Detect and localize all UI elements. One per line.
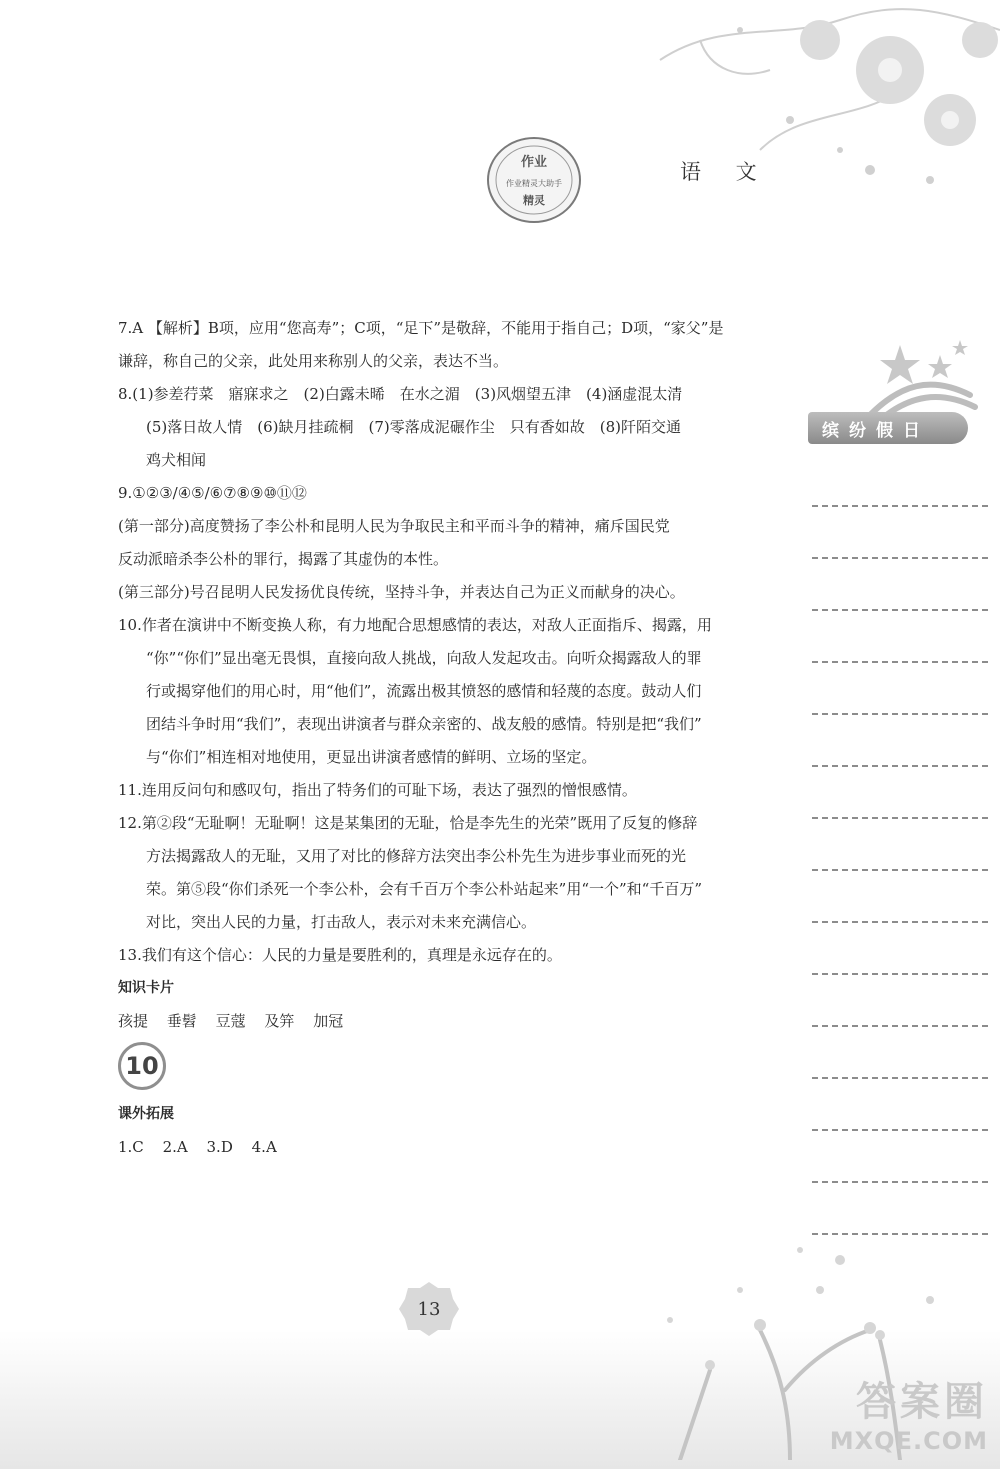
answer-12-line-2: 方法揭露敌人的无耻，又用了对比的修辞方法突出李公朴先生为进步事业而死的光	[146, 847, 687, 865]
note-line	[812, 1027, 988, 1079]
note-line	[812, 507, 988, 559]
answer-7-line-2: 谦辞，称自己的父亲，此处用来称别人的父亲，表达不当。	[118, 352, 509, 370]
answer-12-line-4: 对比，突出人民的力量，打击敌人，表示对未来充满信心。	[146, 913, 537, 931]
stamp-text-top: 作业	[520, 155, 548, 170]
homework-stamp	[482, 128, 586, 232]
extension-answer: 1.C	[118, 1138, 144, 1156]
knowledge-card-words	[118, 1005, 754, 1038]
page-number: 13	[417, 1298, 441, 1320]
subject-title: 语 文	[680, 160, 771, 184]
note-line	[812, 767, 988, 819]
answer-8-line-1: 8.(1)参差荇菜 寤寐求之 (2)白露未晞 在水之湄 (3)风烟望五津 (4)涵虚混太清	[118, 385, 683, 403]
note-line	[812, 871, 988, 923]
stamp-text-middle: 作业精灵大助手	[506, 179, 562, 188]
extension-answer: 3.D	[206, 1138, 233, 1156]
note-line	[812, 455, 988, 507]
knowledge-word: 孩提	[118, 1012, 149, 1030]
knowledge-word: 豆蔻	[215, 1012, 246, 1030]
note-line	[812, 663, 988, 715]
note-line	[812, 1131, 988, 1183]
note-line	[812, 715, 988, 767]
note-line	[812, 975, 988, 1027]
answer-content	[118, 312, 754, 1164]
extension-answers	[118, 1131, 754, 1164]
holiday-banner: 缤纷假日	[808, 412, 968, 444]
knowledge-word: 加冠	[313, 1012, 344, 1030]
note-line	[812, 1079, 988, 1131]
answer-9-line-1: 9.①②③/④⑤/⑥⑦⑧⑨⑩⑪⑫	[118, 484, 307, 502]
notes-lines	[812, 455, 988, 1235]
site-watermark	[830, 1370, 988, 1455]
note-line	[812, 923, 988, 975]
knowledge-word: 及笄	[264, 1012, 295, 1030]
stamp-text-bottom: 精灵	[523, 194, 545, 207]
answer-12-line-1: 12.第②段“无耻啊！无耻啊！这是某集团的无耻，恰是李先生的光荣”既用了反复的修辞	[118, 814, 698, 832]
lesson-number-badge: 10	[118, 1042, 166, 1090]
note-line	[812, 819, 988, 871]
answer-9-line-4: (第三部分)号召昆明人民发扬优良传统，坚持斗争，并表达自己为正义而献身的决心。	[118, 583, 685, 601]
answer-13: 13.我们有这个信心：人民的力量是要胜利的，真理是永远存在的。	[118, 946, 562, 964]
answer-8-line-3: 鸡犬相闻	[146, 451, 207, 469]
note-line	[812, 1183, 988, 1235]
answer-12-line-3: 荣。第⑤段“你们杀死一个李公朴，会有千百万个李公朴站起来”用“一个”和“千百万”	[146, 880, 703, 898]
answer-9-line-3: 反动派暗杀李公朴的罪行，揭露了其虚伪的本性。	[118, 550, 449, 568]
note-line	[812, 559, 988, 611]
extension-section-title: 课外拓展	[118, 1106, 174, 1122]
answer-10-line-3: 行或揭穿他们的用心时，用“他们”，流露出极其愤怒的感情和轻蔑的态度。鼓动人们	[146, 682, 702, 700]
answer-10-line-4: 团结斗争时用“我们”，表现出讲演者与群众亲密的、战友般的感情。特别是把“我们”	[146, 715, 702, 733]
watermark-title: 答案圈	[856, 1379, 988, 1425]
answer-8-line-2: (5)落日故人情 (6)缺月挂疏桐 (7)零落成泥碾作尘 只有香如故 (8)阡陌交通	[146, 418, 681, 436]
answer-10-line-5: 与“你们”相连相对地使用，更显出讲演者感情的鲜明、立场的坚定。	[146, 748, 597, 766]
note-line	[812, 611, 988, 663]
knowledge-card-title: 知识卡片	[118, 980, 174, 996]
answer-7-line-1: 7.A 【解析】B项，应用“您高寿”；C项，“足下”是敬辞，不能用于指自己；D项，“家父”是	[118, 319, 724, 337]
extension-answer: 2.A	[162, 1138, 188, 1156]
knowledge-word: 垂髫	[166, 1012, 197, 1030]
answer-11: 11.连用反问句和感叹句，指出了特务们的可耻下场，表达了强烈的憎恨感情。	[118, 781, 637, 799]
extension-answer: 4.A	[251, 1138, 277, 1156]
watermark-url: MXQE.COM	[829, 1427, 988, 1455]
answer-9-line-2: (第一部分)高度赞扬了李公朴和昆明人民为争取民主和平而斗争的精神，痛斥国民党	[118, 517, 670, 535]
answer-10-line-1: 10.作者在演讲中不断变换人称，有力地配合思想感情的表达，对敌人正面指斥、揭露，用	[118, 616, 712, 634]
answer-10-line-2: “你”“你们”显出毫无畏惧，直接向敌人挑战，向敌人发起攻击。向听众揭露敌人的罪	[146, 649, 702, 667]
